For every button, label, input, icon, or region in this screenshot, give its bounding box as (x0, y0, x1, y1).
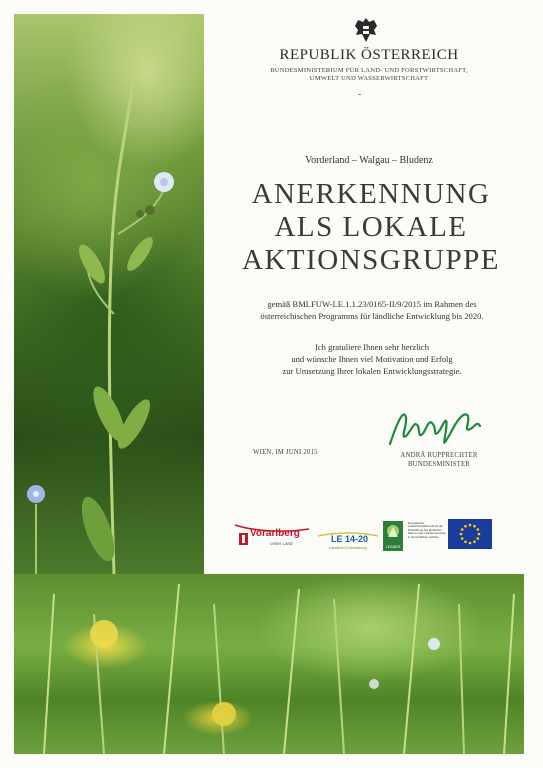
grass-illustration (14, 574, 524, 754)
signatory-role: BUNDESMINISTER (407, 460, 471, 468)
region-names: Vorderland – Walgau – Bludenz (305, 155, 433, 166)
photo-flower-meadow (14, 14, 204, 574)
congratulation-line-1: Ich gratuliere Ihnen sehr herzlich (314, 342, 430, 352)
vorarlberg-label: Vorarlberg (250, 528, 300, 539)
handwritten-signature (384, 400, 484, 450)
eu-fund-text: Europäischer Landwirtschaftsfonds für die Entwicklung des ländlichen Raums: Hier investiert Europa in die ländlichen Gebiete (408, 521, 446, 539)
legal-reference (232, 298, 512, 322)
reference-line-2: österreichischen Programms für ländliche Entwicklung bis 2020. (260, 311, 484, 321)
leader-label: LEADER (385, 545, 401, 549)
signatory-name: ANDRÄ RUPPRECHTER (400, 452, 478, 459)
reference-line-1: gemäß BMLFUW-LE.1.1.23/0165-II/9/2015 im Rahmen des (267, 299, 477, 309)
place-and-date: WIEN, IM JUNI 2015 (253, 449, 318, 456)
divider-dot (358, 94, 361, 95)
photo-grass-strip (14, 574, 524, 754)
flower-illustration (14, 14, 204, 574)
congratulation-line-2: und wünsche Ihnen viel Motivation und Erfolg (291, 354, 453, 364)
austrian-eagle-crest-icon (352, 15, 380, 45)
ministry-line-2: UMWELT UND WASSERWIRTSCHAFT (309, 75, 429, 82)
eu-flag-icon (448, 519, 492, 549)
leader-emblem-icon (383, 521, 403, 543)
country-heading: REPUBLIK ÖSTERREICH (279, 47, 459, 63)
congratulation-text (232, 341, 512, 377)
title-line-3: AKTIONSGRUPPE (242, 244, 500, 276)
vorarlberg-sub-label: unser Land (270, 541, 293, 546)
title-line-2: ALS LOKALE (274, 211, 468, 243)
signatory-block (384, 452, 494, 469)
ministry-line-1: BUNDESMINISTERIUM FÜR LAND- UND FORSTWIRTSCHAFT, (270, 67, 468, 74)
certificate-title (226, 178, 516, 277)
le-label: LE 14-20 (331, 534, 369, 544)
congratulation-line-3: zur Umsetzung Ihrer lokalen Entwicklungsstrategie. (282, 366, 462, 376)
le-sub-label: Ländliche Entwicklung (329, 546, 367, 550)
ministry-name (244, 67, 494, 83)
title-line-1: ANERKENNUNG (251, 178, 491, 210)
